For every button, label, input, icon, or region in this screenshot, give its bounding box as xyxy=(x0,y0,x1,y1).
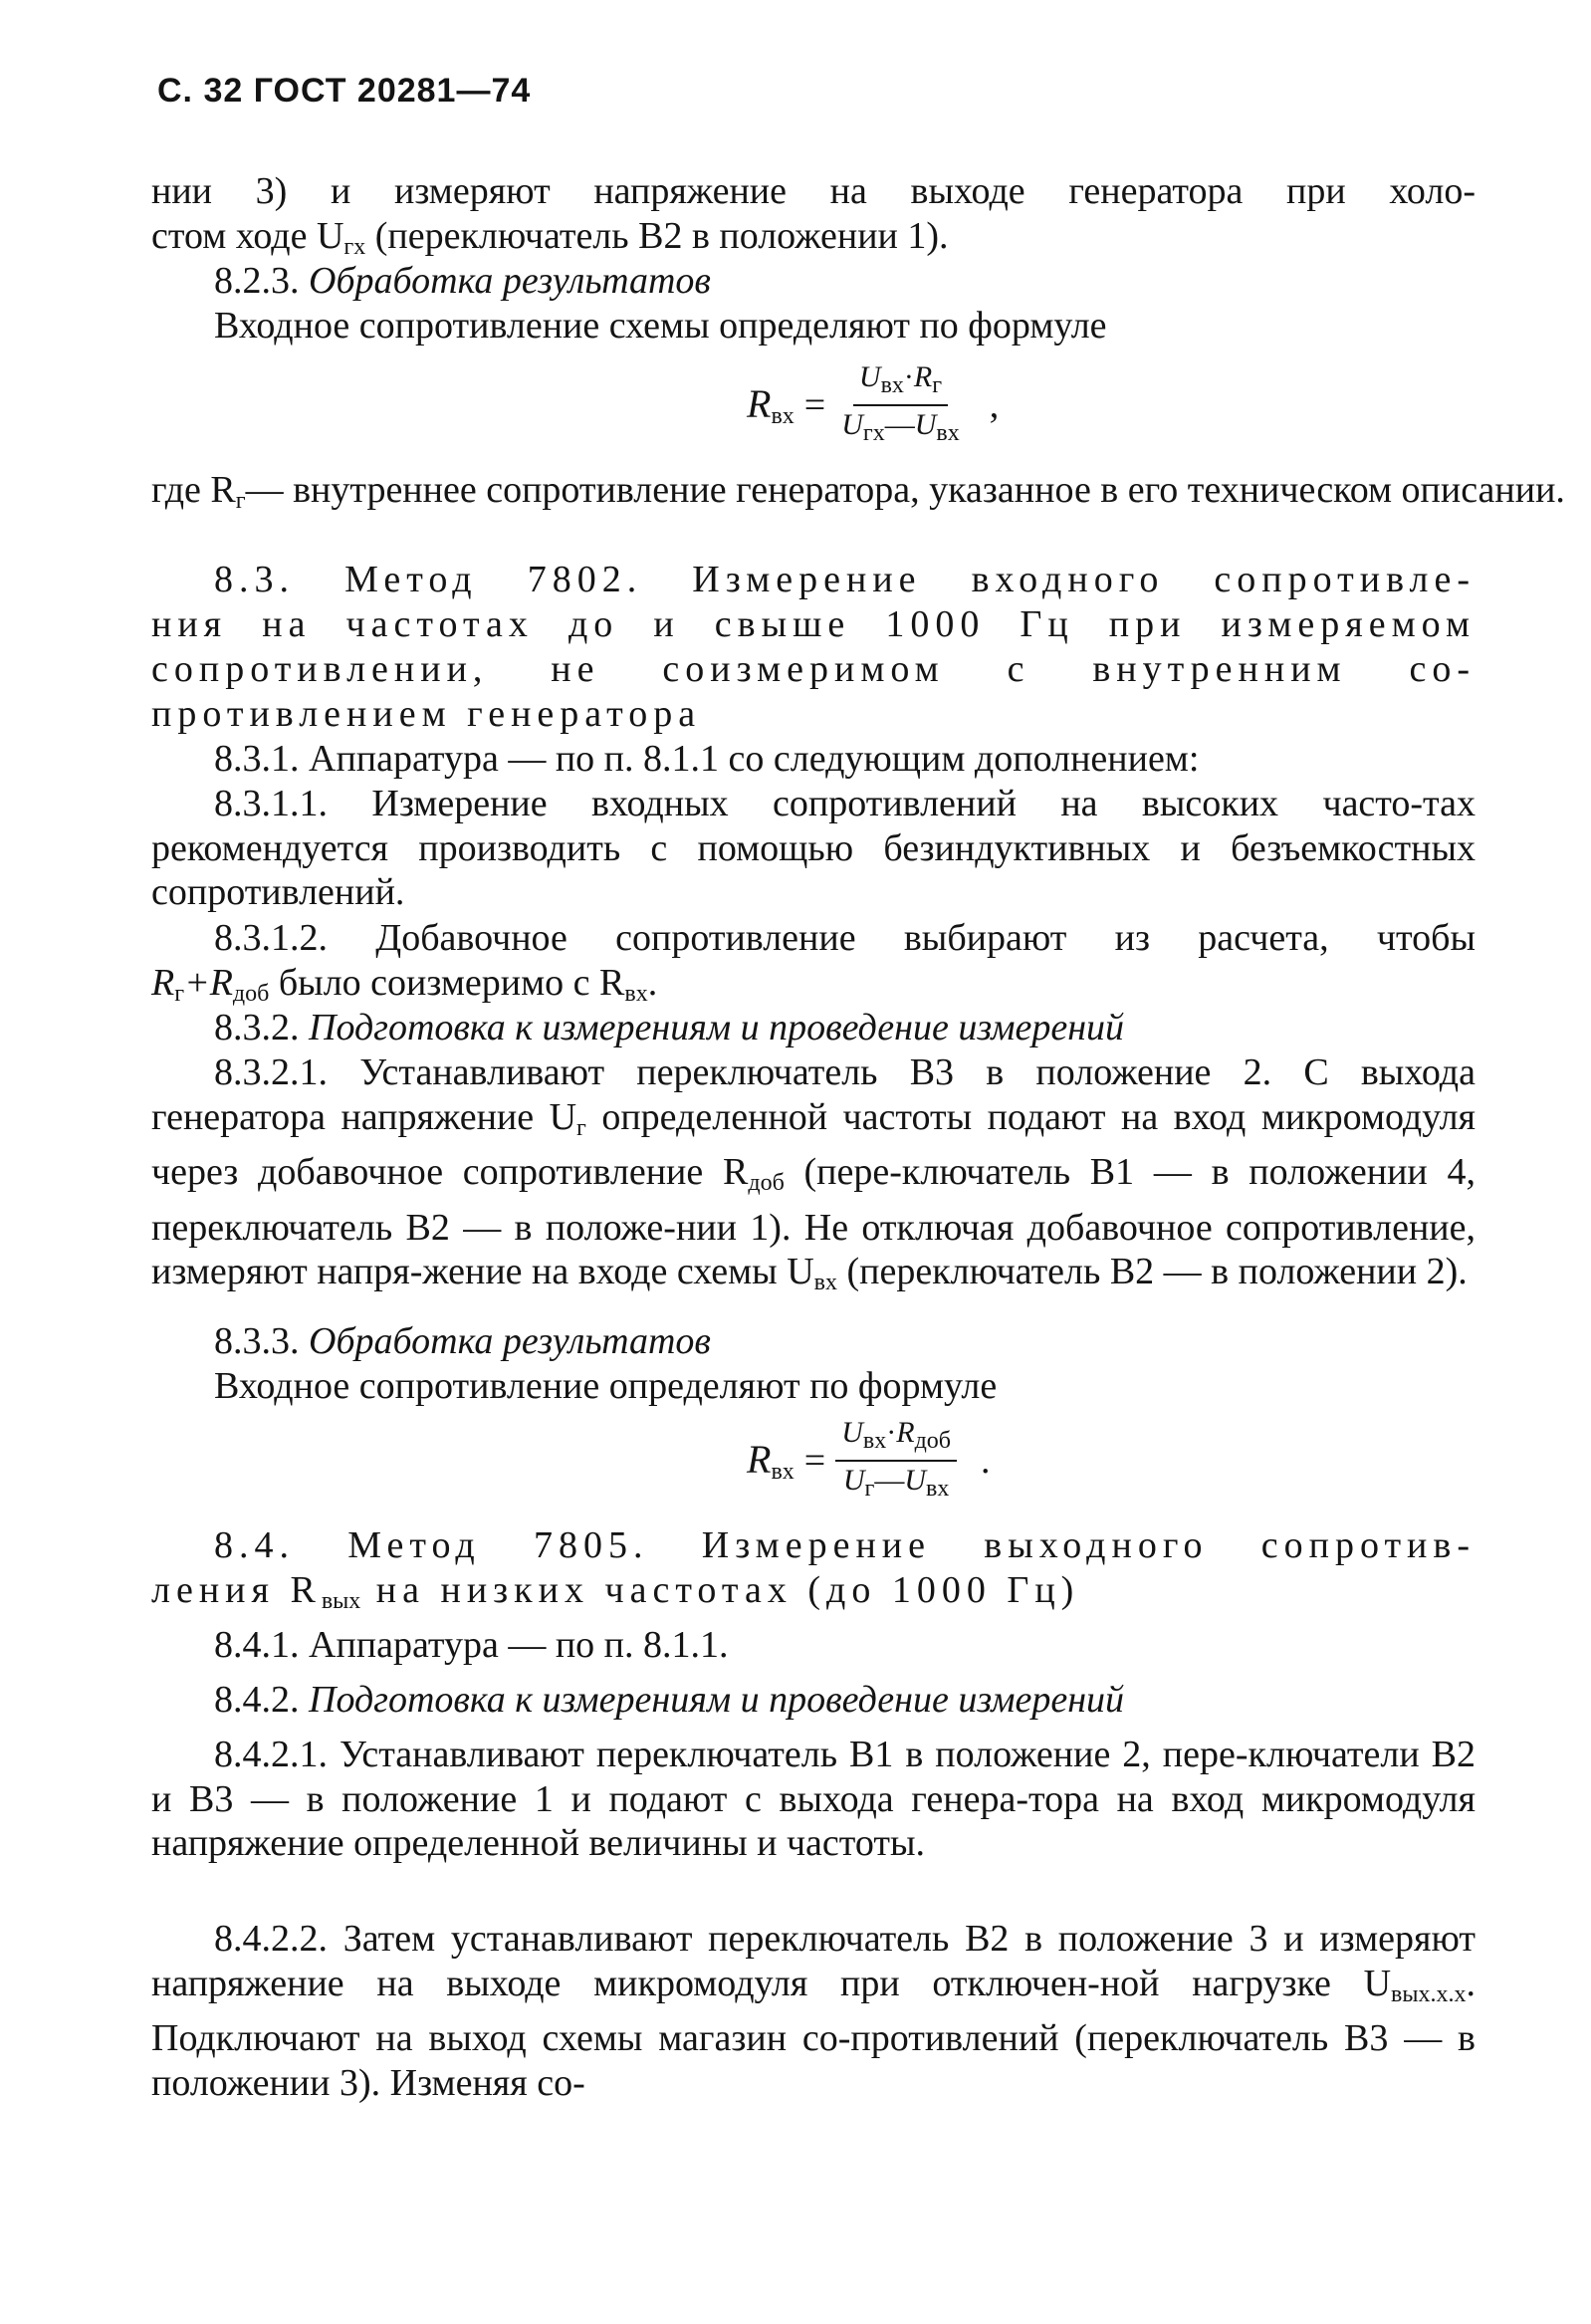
paragraph-8-4-2-2: 8.4.2.2. Затем устанавливают переключатель В2 в положение 3 и измеряют напряжение на выходе микромодуля при отключен-ной нагрузке $U_{вых.х.х}$. Подключают на выход схемы магазин со-противлений (переключатель В3 — в положении 3). Изменяя со- xyxy=(151,1918,1476,2104)
section-8-4-2-heading: 8.4.2. Подготовка к измерениям и проведение измерений xyxy=(214,1679,1125,1721)
section-number: 8.2.3. xyxy=(214,260,309,302)
section-8-3-heading-line3: сопротивлении, не соизмеримом с внутренним со- xyxy=(151,648,1476,690)
paragraph-8-4-2-1: 8.4.2.1. Устанавливают переключатель В1 в положение 2, пере-ключатели В2 и В3 — в положение 1 и подают с выхода генера-тора на вход микромодуля напряжение определенной величины и частоты. xyxy=(151,1734,1476,1864)
formula-fraction xyxy=(835,358,966,452)
section-8-4-heading-line2: ления $R_{вых}$ на низких частотах (до 1000 Гц) xyxy=(151,1569,1080,1614)
paragraph-8-3-2-1: 8.3.2.1. Устанавливают переключатель В3 в положение 2. С выхода генератора напряжение $U_г$ определенной частоты подают на вход микромодуля через добавочное сопротивление $R_{доб}$ (пере-ключатель В1 — в положении 4, переключатель В2 — в положе-нии 1). Не отключая добавочное сопротивление, измеряют напря-жение на входе схемы $U_{вх}$ (переключатель В2 — в положении 2). xyxy=(151,1051,1477,1295)
section-8-3-2-heading: 8.3.2. Подготовка к измерениям и проведение измерений xyxy=(214,1007,1125,1048)
section-8-3-3-heading: 8.3.3. Обработка результатов xyxy=(214,1320,711,1362)
running-header: С. 32 ГОСТ 20281—74 xyxy=(157,72,532,110)
formula-numerator: $U_{вх}\cdot R_{доб}$ xyxy=(835,1414,957,1462)
section-8-3-heading-line1: 8.3. Метод 7802. Измерение входного сопротивле- xyxy=(214,559,1476,600)
subscript: гх xyxy=(343,234,366,260)
section-8-3-heading-line2: ния на частотах до и свыше 1000 Гц при измеряемом xyxy=(151,603,1476,645)
text-span: нии 3) и измеряют напряжение на выходе генератора при холо- xyxy=(151,170,1476,212)
section-title: Обработка результатов xyxy=(309,260,711,302)
text-span: стом ходе U xyxy=(151,215,344,257)
formula-equals: = xyxy=(803,384,826,426)
section-8-3-heading-line4: противлением генератора xyxy=(151,693,702,735)
formula-input-resistance-2 xyxy=(747,1414,990,1508)
text-span: Входное сопротивление схемы определяют по формуле xyxy=(214,305,1107,347)
paragraph-8-3-1: 8.3.1. Аппаратура — по п. 8.1.1 со следующим дополнением: xyxy=(214,738,1200,780)
section-8-2-3-heading xyxy=(151,259,1476,304)
formula-input-resistance-1 xyxy=(747,358,999,452)
formula-numerator: $U_{вх}\cdot R_г$ xyxy=(853,358,948,406)
formula-intro-2: Входное сопротивление определяют по формуле xyxy=(214,1365,998,1407)
formula-explanation: где $R_г—$ внутреннее сопротивление генератора, указанное в его техническом описании. xyxy=(151,469,1565,514)
formula-denominator: $U_г—U_{вх}$ xyxy=(842,1464,950,1502)
formula-punctuation: , xyxy=(989,384,1000,426)
text-span: (переключатель В2 в положении 1). xyxy=(365,215,949,257)
formula-equals: = xyxy=(803,1440,826,1482)
formula-fraction xyxy=(835,1414,957,1508)
formula-intro-1 xyxy=(151,304,1476,349)
section-8-4-heading-line1: 8.4. Метод 7805. Измерение выходного сопротив- xyxy=(214,1524,1476,1566)
formula-punctuation: . xyxy=(980,1440,991,1482)
paragraph-continuation-line1 xyxy=(151,169,1476,214)
formula-lhs: $R_{вх}$ xyxy=(747,381,795,429)
paragraph-8-3-1-2-line2: $R_г+R_{доб}$ было соизмеримо с $R_{вх}$. xyxy=(151,962,658,1007)
paragraph-8-3-1-1: 8.3.1.1. Измерение входных сопротивлений на высоких часто-тах рекомендуется производить с помощью безиндуктивных и безъемкостных сопротивлений. xyxy=(151,783,1476,913)
paragraph-8-3-1-2-line1: 8.3.1.2. Добавочное сопротивление выбирают из расчета, чтобы xyxy=(214,917,1476,959)
formula-denominator: $U_{гх}—U_{вх}$ xyxy=(841,408,960,446)
paragraph-8-4-1: 8.4.1. Аппаратура — по п. 8.1.1. xyxy=(214,1624,729,1666)
formula-lhs: $R_{вх}$ xyxy=(747,1437,795,1485)
